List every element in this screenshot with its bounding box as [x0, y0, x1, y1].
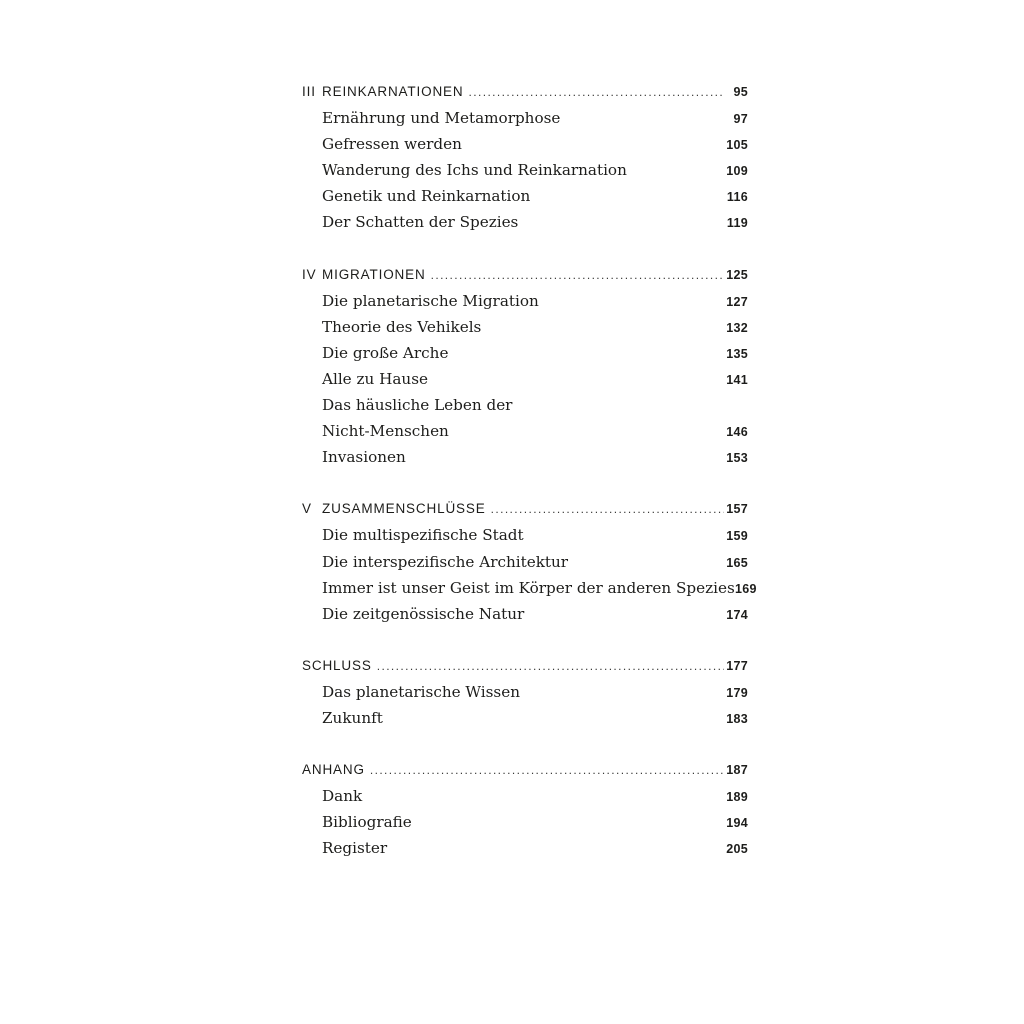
entry-page-number: 109 [726, 164, 748, 179]
dot-leader [370, 757, 724, 783]
toc-entry [302, 209, 748, 235]
section-page-number: 125 [726, 267, 748, 282]
entry-title: Alle zu Hause [322, 369, 428, 388]
entry-page-number: 165 [726, 555, 748, 570]
toc-entry [302, 418, 748, 444]
entry-page-number: 194 [726, 816, 748, 831]
toc-entry [302, 809, 748, 835]
toc-entry [302, 157, 748, 183]
entry-title: Wanderung des Ichs und Reinkarnation [322, 161, 627, 180]
section-page-number: 157 [726, 502, 748, 517]
entry-title: Gefressen werden [322, 135, 462, 154]
section-heading [302, 757, 748, 783]
entry-title: Der Schatten der Spezies [322, 213, 519, 232]
toc-entry [302, 392, 748, 418]
dot-leader [377, 653, 724, 679]
section-page-number: 177 [726, 658, 748, 673]
section-title: MIGRATIONEN [322, 266, 426, 282]
dot-leader [431, 262, 724, 288]
section-title: REINKARNATIONEN [322, 84, 464, 99]
toc-section [302, 653, 748, 731]
toc-entry [302, 601, 748, 627]
section-number: V [302, 501, 312, 517]
section-title: ZUSAMMENSCHLÜSSE [322, 501, 486, 517]
toc-entry [302, 783, 748, 809]
section-number: IV [302, 266, 317, 282]
entry-title: Ernährung und Metamorphose [322, 109, 561, 128]
entry-title: Die große Arche [322, 343, 449, 362]
entry-page-number: 119 [726, 216, 748, 231]
toc-entry [302, 105, 748, 131]
entry-page-number: 169 [735, 581, 757, 596]
toc-entry [302, 835, 748, 861]
entry-page-number: 174 [726, 607, 748, 622]
toc-entry [302, 549, 748, 575]
entry-page-number: 116 [726, 190, 748, 205]
section-title: SCHLUSS [302, 657, 372, 673]
entry-page-number: 105 [726, 138, 748, 153]
entry-title: Die interspezifische Architektur [322, 552, 569, 571]
section-page-number: 187 [726, 763, 748, 778]
entry-title: Das planetarische Wissen [322, 682, 520, 701]
entry-title: Bibliografie [322, 813, 412, 832]
toc-entry [302, 183, 748, 209]
entry-page-number: 153 [726, 451, 748, 466]
entry-title: Invasionen [322, 448, 406, 467]
section-number: III [302, 84, 316, 99]
entry-title: Nicht-Menschen [322, 422, 449, 441]
entry-title: Immer ist unser Geist im Körper der anderen Spezies [322, 578, 735, 597]
section-heading [302, 653, 748, 679]
toc-entry [302, 679, 748, 705]
entry-page-number: 141 [726, 372, 748, 387]
dot-leader [491, 496, 724, 522]
toc-entry [302, 288, 748, 314]
toc-entry [302, 522, 748, 548]
entry-page-number: 205 [726, 842, 748, 857]
section-heading [302, 79, 748, 105]
toc-entry [302, 575, 757, 601]
entry-title: Genetik und Reinkarnation [322, 187, 531, 206]
entry-page-number: 146 [726, 425, 748, 440]
toc-section [302, 496, 757, 626]
entry-page-number: 132 [726, 320, 748, 335]
entry-page-number: 159 [726, 529, 748, 544]
toc-entry [302, 444, 748, 470]
entry-page-number: 135 [726, 346, 748, 361]
section-heading [302, 496, 748, 522]
toc-entry [302, 366, 748, 392]
entry-page-number: 179 [726, 685, 748, 700]
toc-entry [302, 340, 748, 366]
entry-title: Dank [322, 787, 363, 806]
toc-section [302, 262, 748, 471]
entry-title: Das häusliche Leben der [322, 396, 513, 415]
entry-title: Zukunft [322, 708, 383, 727]
toc-entry [302, 705, 748, 731]
toc-entry [302, 131, 748, 157]
table-of-contents [302, 79, 757, 887]
section-heading [302, 262, 748, 288]
entry-title: Theorie des Vehikels [322, 317, 482, 336]
entry-page-number: 127 [726, 294, 748, 309]
entry-title: Die zeitgenössische Natur [322, 604, 525, 623]
entry-page-number: 97 [733, 112, 748, 127]
toc-section [302, 79, 748, 236]
toc-section [302, 757, 748, 861]
section-page-number: 95 [733, 85, 748, 99]
toc-entry [302, 314, 748, 340]
entry-page-number: 189 [726, 790, 748, 805]
entry-title: Die multispezifische Stadt [322, 526, 524, 545]
entry-title: Register [322, 839, 388, 858]
dot-leader [469, 79, 724, 105]
section-title: ANHANG [302, 762, 365, 778]
entry-page-number: 183 [726, 711, 748, 726]
entry-title: Die planetarische Migration [322, 291, 539, 310]
